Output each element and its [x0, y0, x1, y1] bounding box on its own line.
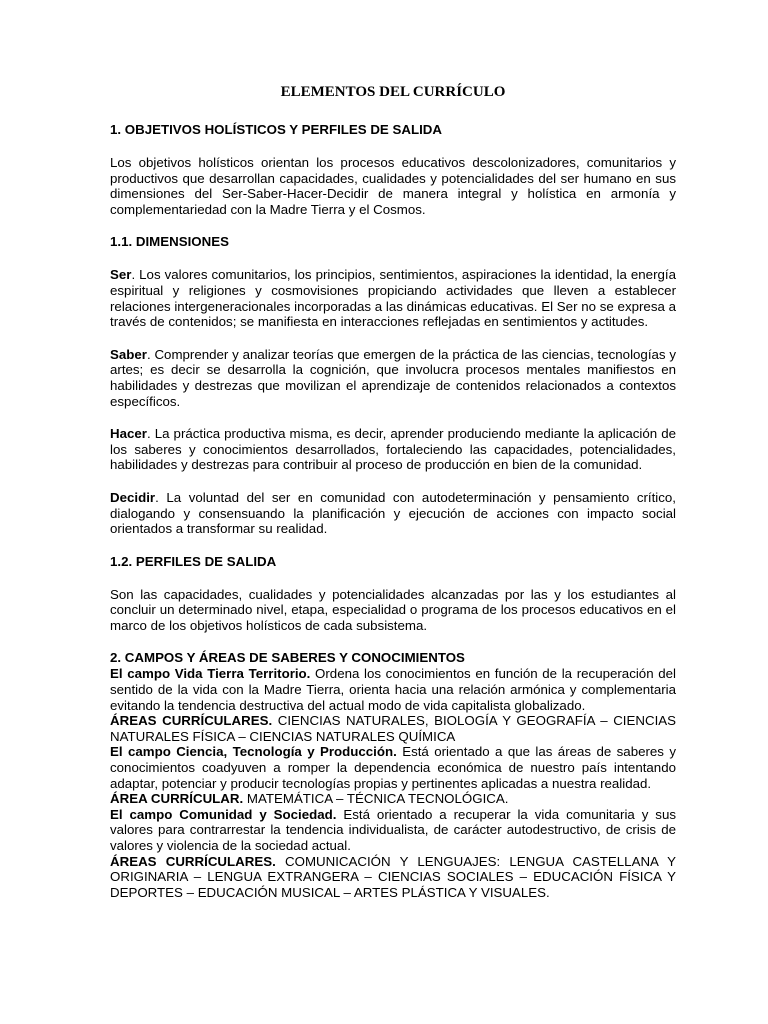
text-campo-comunidad: Está orientado a recuperar la vida comunitaria y sus valores para contrarrestar la tendencia individualista, de carácter autodestructivo, de crisis de valores y violencia de la sociedad actual. — [110, 806, 676, 853]
text-hacer: . La práctica productiva misma, es decir, aprender produciendo mediante la aplicación de los saberes y conocimientos desarrollados, fortaleciendo las capacidades, potencialidades, habilidades y destrezas para contribuir al proceso de producción en bien de la comunidad. — [110, 426, 676, 473]
areas-curriculares-1 — [110, 713, 676, 744]
term-campo-ciencia: El campo Ciencia, Tecnología y Producción. — [110, 744, 397, 760]
section-1-intro: Los objetivos holísticos orientan los procesos educativos descolonizadores, comunitarios y productivos que desarrollan capacidades, cualidades y potencialidades del ser humano en sus dimensiones del Ser-Saber-Hacer-Decidir de manera integral y holística en armonía y complementariedad con la Madre Tierra y el Cosmos. — [110, 155, 676, 217]
section-1-2-text: Son las capacidades, cualidades y potencialidades alcanzadas por las y los estudiantes al concluir un determinado nivel, etapa, especialidad o programa de los procesos educativos en el marco de los objetivos holísticos de cada subsistema. — [110, 586, 676, 633]
text-areas-1: CIENCIAS NATURALES, BIOLOGÍA Y GEOGRAFÍA – CIENCIAS NATURALES FÍSICA – CIENCIAS NATURALES QUÍMICA — [110, 713, 676, 744]
section-1-2-heading: 1.2. PERFILES DE SALIDA — [110, 553, 277, 569]
term-ser: Ser — [110, 267, 132, 283]
area-curricular-2 — [110, 791, 676, 807]
section-1-1-heading: 1.1. DIMENSIONES — [110, 234, 229, 250]
paragraph-decidir — [110, 490, 676, 537]
campo-comunidad-sociedad — [110, 807, 676, 854]
term-campo-comunidad: El campo Comunidad y Sociedad. — [110, 806, 337, 822]
text-campo-vida: Ordena los conocimientos en función de la recuperación del sentido de la vida con la Madre Tierra, orienta hacia una relación armónica y complementaria evitando la tendencia destructiva del actual modo de vida capitalista globalizado. — [110, 666, 676, 713]
section-1-heading: 1. OBJETIVOS HOLÍSTICOS Y PERFILES DE SALIDA — [110, 122, 442, 137]
term-saber: Saber — [110, 346, 147, 362]
section-2-heading: 2. CAMPOS Y ÁREAS DE SABERES Y CONOCIMIENTOS — [110, 650, 465, 666]
paragraph-ser — [110, 267, 676, 329]
text-decidir: . La voluntad del ser en comunidad con autodeterminación y pensamiento crítico, dialogando y consensuando la planificación y ejecución de acciones con impacto social orientados a transformar su realidad. — [110, 489, 676, 537]
text-areas-3: COMUNICACIÓN Y LENGUAJES: LENGUA CASTELLANA Y ORIGINARIA – LENGUA EXTRANGERA – CIENCIAS SOCIALES – EDUCACIÓN FÍSICA Y DEPORTES – EDUCACIÓN MUSICAL – ARTES PLÁSTICA Y VISUALES. — [110, 853, 676, 900]
paragraph-saber — [110, 347, 676, 409]
campo-ciencia-tecnologia — [110, 744, 676, 791]
term-hacer: Hacer — [110, 426, 147, 442]
term-areas-1: ÁREAS CURRÍCULARES. — [110, 713, 273, 729]
campo-vida-tierra — [110, 666, 676, 713]
term-campo-vida: El campo Vida Tierra Territorio. — [110, 666, 311, 682]
text-saber: . Comprender y analizar teorías que emergen de la práctica de las ciencias, tecnologías y artes; es decir se desarrolla la cognición, que involucra procesos mentales manifiestos en habilidades y destrezas que movilizan el aprendizaje de contenidos relacionados a contextos específicos. — [110, 346, 676, 409]
text-area-2: MATEMÁTICA – TÉCNICA TECNOLÓGICA. — [243, 791, 509, 807]
areas-curriculares-3 — [110, 854, 676, 901]
term-decidir: Decidir — [110, 489, 156, 505]
text-ser: . Los valores comunitarios, los principios, sentimientos, aspiraciones la identidad, la energía espiritual y religiones y cosmovisiones propiciando actividades que lleven a establecer relaciones intergeneracionales incorporadas a las dinámicas educativas. El Ser no se expresa a través de contenidos; se manifiesta en interacciones reflejadas en sentimientos y actitudes. — [110, 267, 676, 330]
term-area-2: ÁREA CURRÍCULAR. — [110, 791, 244, 807]
term-areas-3: ÁREAS CURRÍCULARES. — [110, 853, 276, 869]
paragraph-hacer — [110, 426, 676, 473]
text-campo-ciencia: Está orientado a que las áreas de saberes y conocimientos coadyuven a romper la dependencia económica de nuestro país intentando adaptar, potenciar y producir tecnologías propias y pertinentes aplicadas a nuestra realidad. — [110, 744, 676, 791]
document-title: ELEMENTOS DEL CURRÍCULO — [280, 84, 506, 100]
